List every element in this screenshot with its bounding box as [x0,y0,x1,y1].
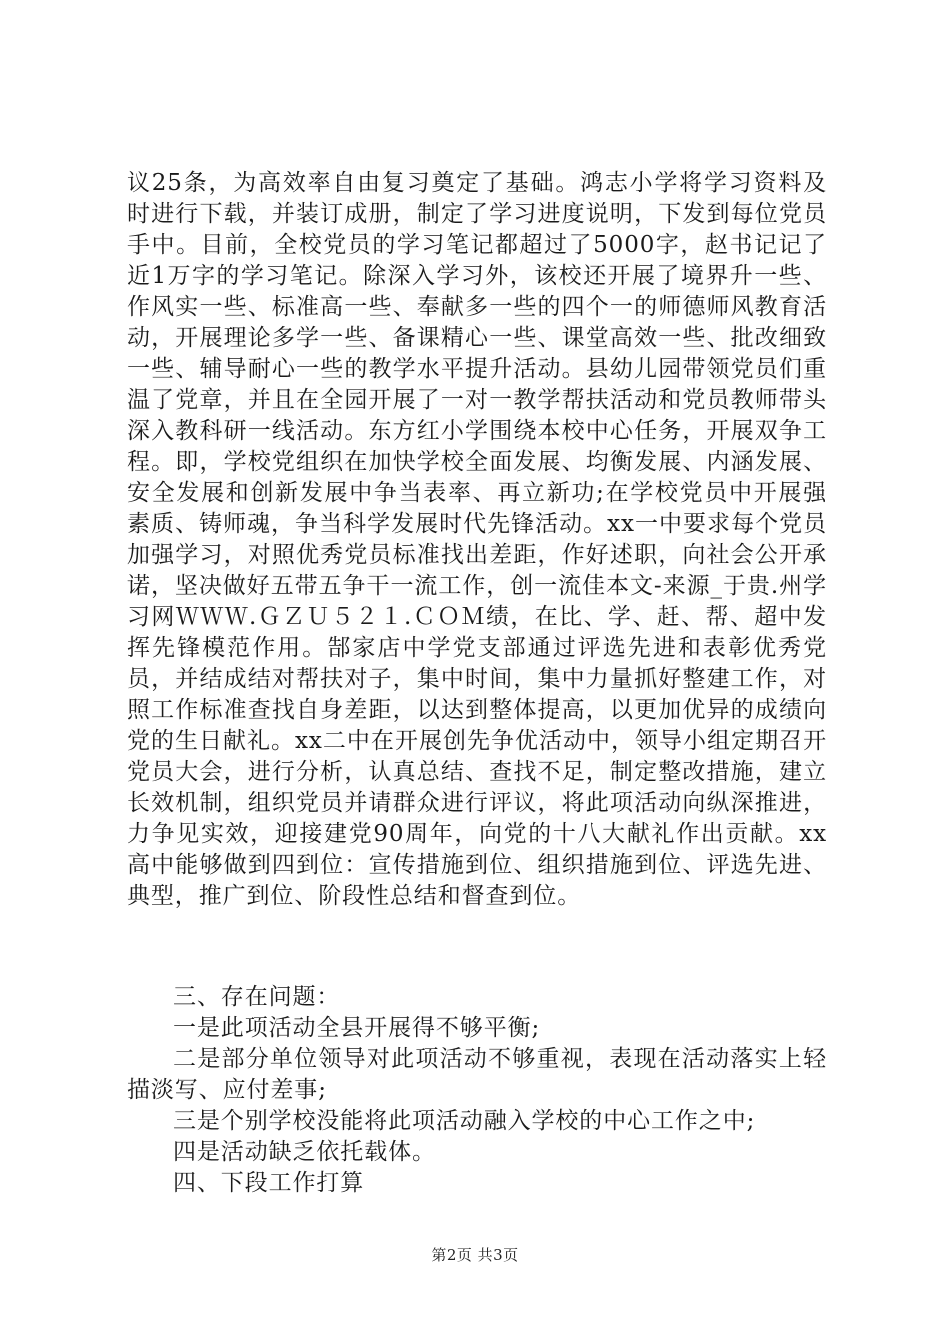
section-heading-problems: 三、存在问题： [173,984,341,1010]
body-paragraph: 议25条，为高效率自由复习奠定了基础。鸿志小学将学习资料及时进行下载，并装订成册，制定了学习进度说明，下发到每位党员手中。目前，全校党员的学习笔记都超过了5000字，赵书记记了近1万字的学习笔记。除深入学习外，该校还开展了境界升一些、作风实一些、标准高一些、奉献多一些的四个一的师德师风教育活动，开展理论多学一些、备课精心一些、课堂高效一些、批改细致一些、辅导耐心一些的教学水平提升活动。县幼儿园带领党员们重温了党章，并且在全园开展了一对一教学帮扶活动和党员教师带头深入教科研一线活动。东方红小学围绕本校中心任务，开展双争工程。即，学校党组织在加快学校全面发展、均衡发展、内涵发展、安全发展和创新发展中争当表率、再立新功;在学校党员中开展强素质、铸师魂，争当科学发展时代先锋活动。xx一中要求每个党员加强学习，对照优秀党员标准找出差距，作好述职，向社会公开承诺，坚决做好五带五争干一流工作，创一流佳本文-来源_于贵.州学习网ＷＷＷ.ＧＺＵ５２１.ＣＯＭ绩，在比、学、赶、帮、超中发挥先锋模范作用。郜家店中学党支部通过评选先进和表彰优秀党员，并结成结对帮扶对子，集中时间，集中力量抓好整建工作，对照工作标准查找自身差距，以达到整体提高，以更加优异的成绩向党的生日献礼。xx二中在开展创先争优活动中，领导小组定期召开党员大会，进行分析，认真总结、查找不足，制定整改措施，建立长效机制，组织党员并请群众进行评议，将此项活动向纵深推进，力争见实效，迎接建党90周年，向党的十八大献礼作出贡献。xx高中能够做到四到位：宣传措施到位、组织措施到位、评选先进、典型，推广到位、阶段性总结和督查到位。 [127,170,827,909]
problem-list [127,982,827,1199]
list-item: 四是活动缺乏依托载体。 [173,1139,436,1165]
list-item: 三是个别学校没能将此项活动融入学校的中心工作之中; [173,1108,756,1134]
list-item: 一是此项活动全县开展得不够平衡; [173,1015,541,1041]
list-item: 二是部分单位领导对此项活动不够重视，表现在活动落实上轻描淡写、应付差事; [127,1046,827,1103]
section-heading-plans: 四、下段工作打算 [173,1170,365,1196]
page-footer: 第2页 共3页 [431,1246,519,1264]
